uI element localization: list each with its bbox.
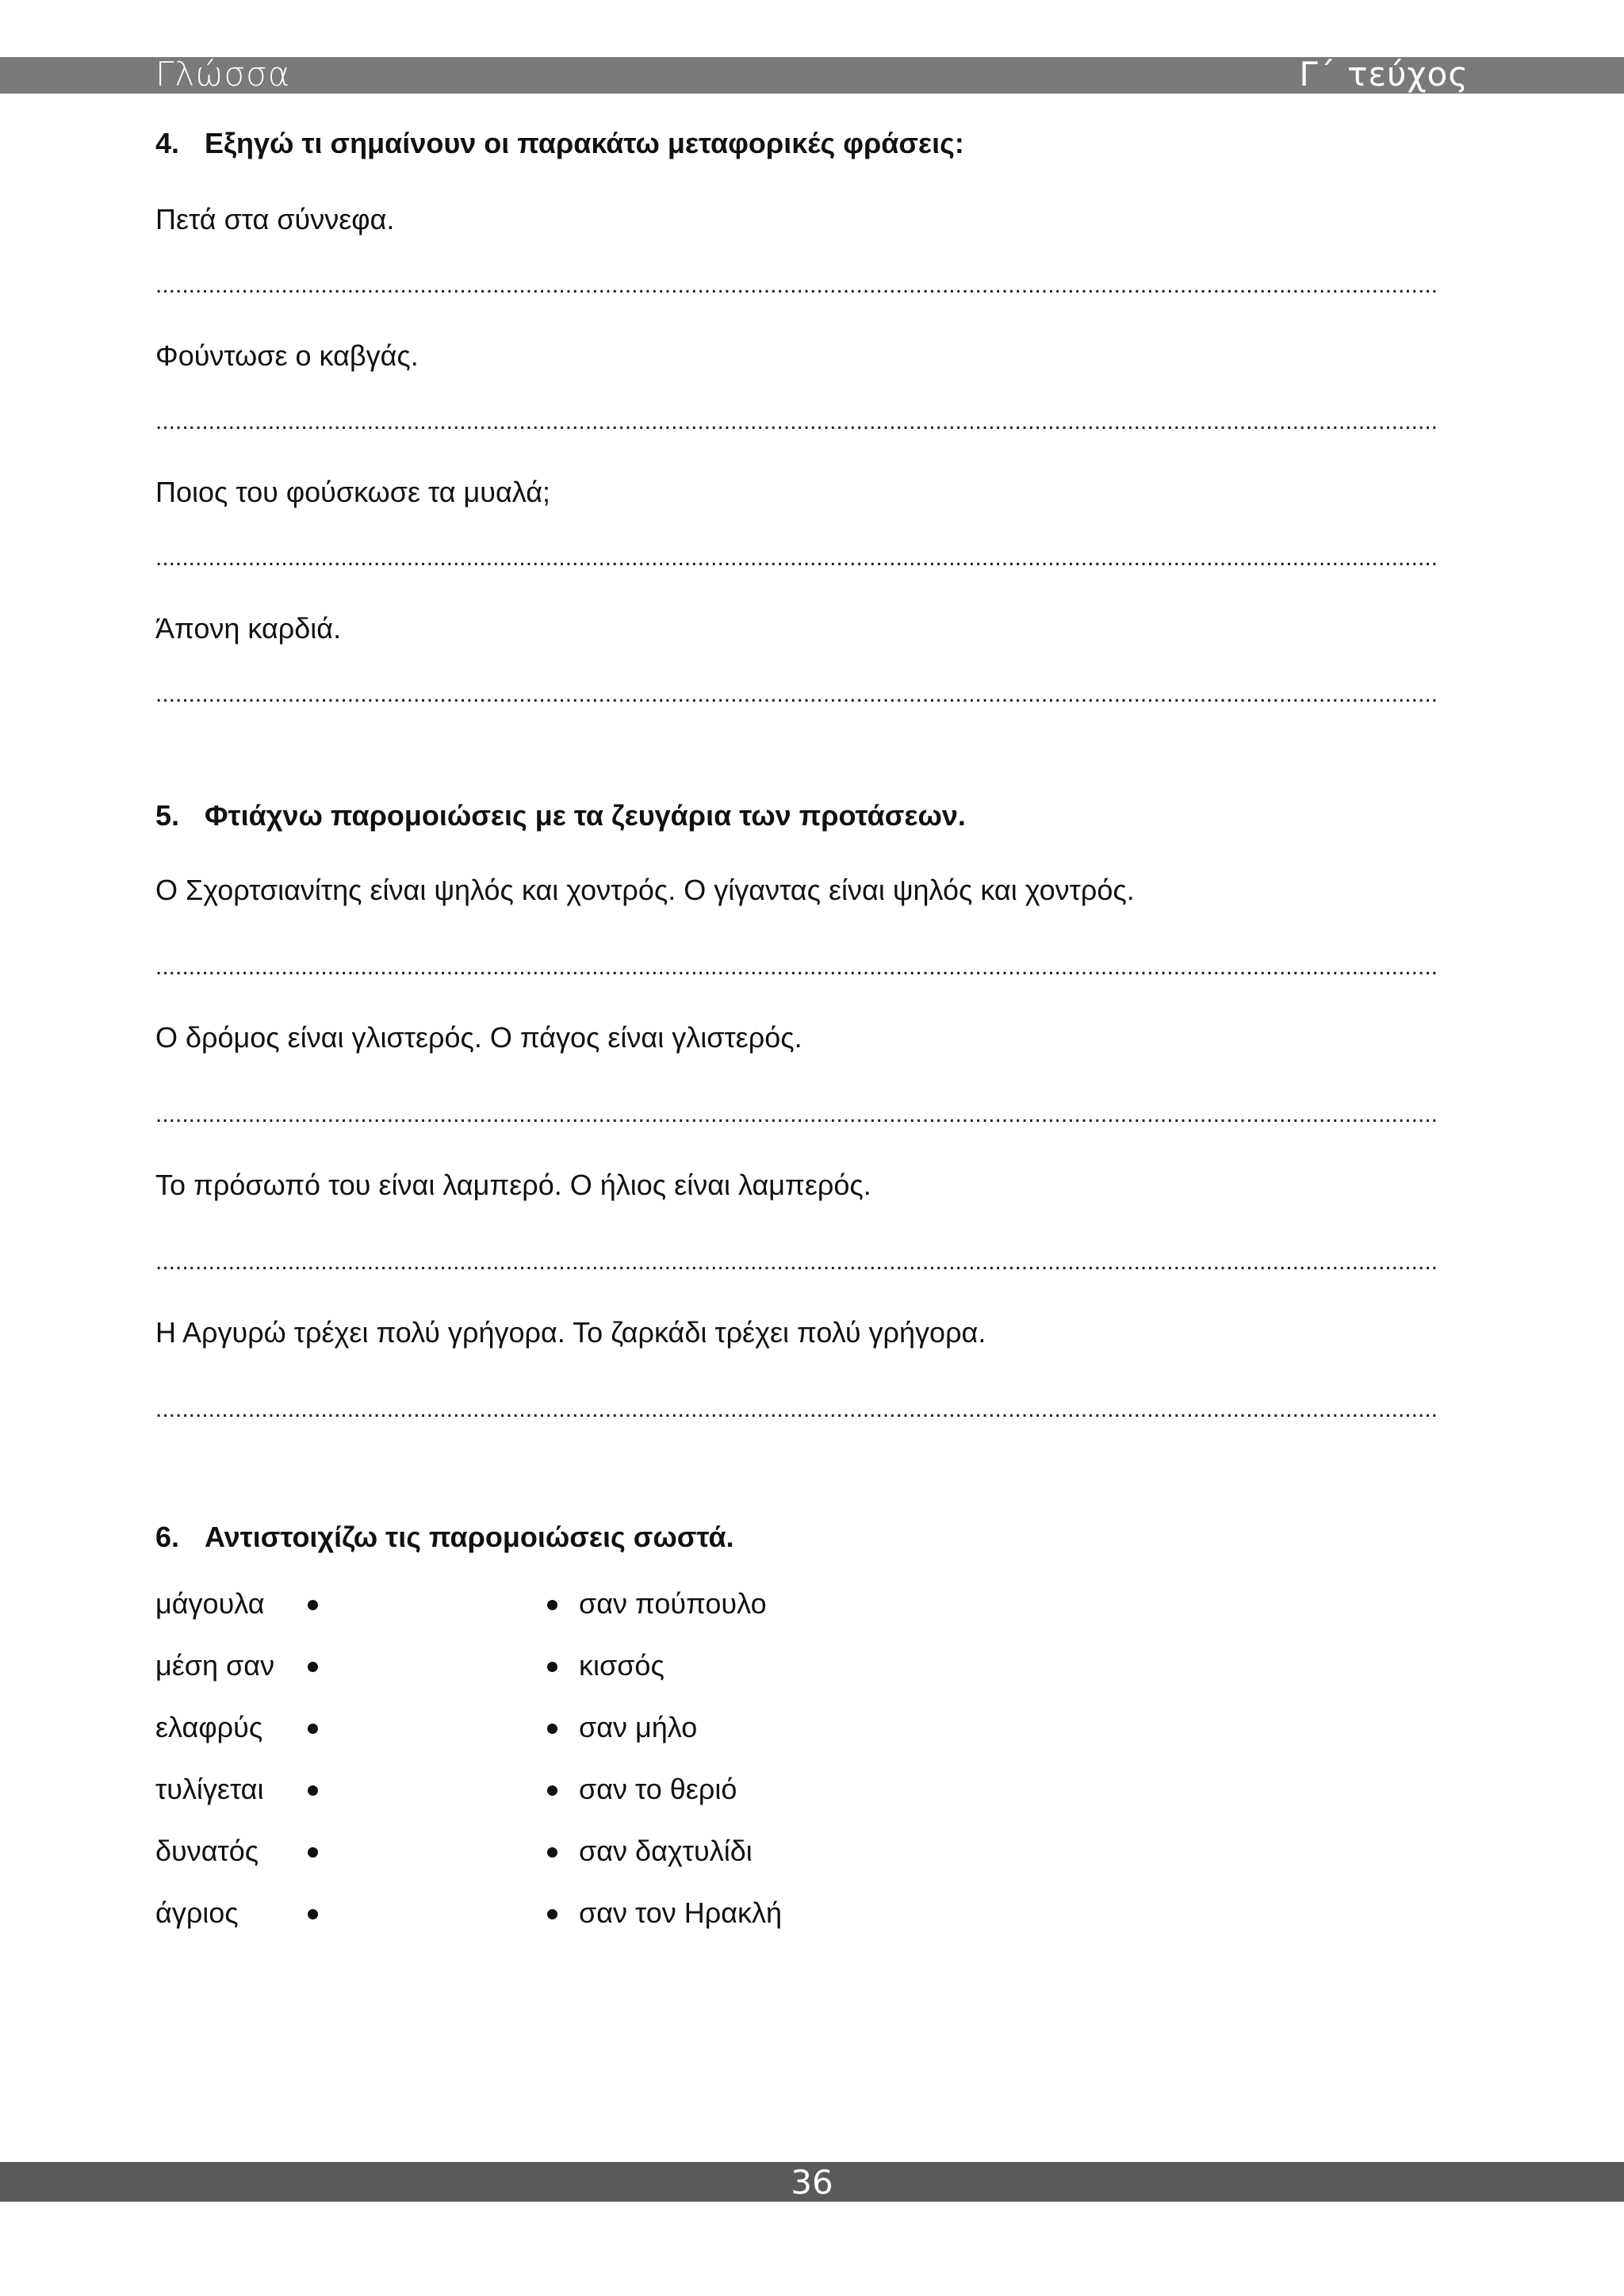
right-term: σαν το θεριό xyxy=(579,1773,737,1805)
left-term: δυνατός xyxy=(155,1835,259,1867)
right-bullet-dot[interactable] xyxy=(547,1785,557,1796)
matching-row xyxy=(155,1831,1437,1893)
right-term: σαν πούπουλο xyxy=(579,1587,767,1620)
right-bullet-dot[interactable] xyxy=(547,1909,557,1919)
matching-row xyxy=(155,1646,1437,1708)
exercise-item xyxy=(155,871,1437,983)
matching-row xyxy=(155,1770,1437,1831)
left-bullet-dot[interactable] xyxy=(308,1909,318,1919)
right-term: σαν μήλο xyxy=(579,1711,698,1743)
exercise-number: 5. xyxy=(155,799,180,832)
left-bullet-dot[interactable] xyxy=(308,1847,318,1858)
right-bullet-dot[interactable] xyxy=(547,1662,557,1672)
sentence-pair: Το πρόσωπό του είναι λαμπερό. Ο ήλιος είναι λαμπερός. xyxy=(155,1169,871,1201)
exercise-6-title xyxy=(155,1517,1437,1557)
exercise-item xyxy=(155,336,1437,438)
left-term: μέση σαν xyxy=(155,1649,275,1682)
exercise-4 xyxy=(155,124,1437,710)
answer-line[interactable] xyxy=(155,951,1437,983)
left-term: μάγουλα xyxy=(155,1587,265,1620)
answer-line[interactable] xyxy=(155,270,1437,301)
phrase-prompt: Φούντωσε ο καβγάς. xyxy=(155,339,419,372)
phrase-prompt: Άπονη καρδιά. xyxy=(155,612,342,645)
exercise-4-title xyxy=(155,124,1437,163)
exercise-instruction: Αντιστοιχίζω τις παρομοιώσεις σωστά. xyxy=(205,1521,734,1553)
left-term: ελαφρύς xyxy=(155,1711,263,1743)
answer-line[interactable] xyxy=(155,1099,1437,1131)
sentence-pair: Ο δρόμος είναι γλιστερός. Ο πάγος είναι γλιστερός. xyxy=(155,1021,802,1054)
phrase-prompt: Πετά στα σύννεφα. xyxy=(155,203,395,235)
matching-row xyxy=(155,1708,1437,1770)
right-term: σαν τον Ηρακλή xyxy=(579,1896,783,1929)
phrase-prompt: Ποιος του φούσκωσε τα μυαλά; xyxy=(155,476,551,508)
exercise-item xyxy=(155,473,1437,574)
left-bullet-dot[interactable] xyxy=(308,1724,318,1734)
left-bullet-dot[interactable] xyxy=(308,1600,318,1610)
left-bullet-dot[interactable] xyxy=(308,1662,318,1672)
answer-line[interactable] xyxy=(155,542,1437,574)
page-number: 36 xyxy=(791,2163,833,2202)
left-term: άγριος xyxy=(155,1896,239,1929)
worksheet-content xyxy=(155,119,1437,1955)
sentence-pair: Ο Σχορτσιανίτης είναι ψηλός και χοντρός. Ο γίγαντας είναι ψηλός και χοντρός. xyxy=(155,874,1135,906)
left-term: τυλίγεται xyxy=(155,1773,264,1805)
left-bullet-dot[interactable] xyxy=(308,1785,318,1796)
exercise-instruction: Εξηγώ τι σημαίνουν οι παρακάτω μεταφορικές φράσεις: xyxy=(205,127,964,159)
header-issue: Γ΄ τεύχος xyxy=(1299,55,1469,94)
right-bullet-dot[interactable] xyxy=(547,1724,557,1734)
right-bullet-dot[interactable] xyxy=(547,1847,557,1858)
answer-line[interactable] xyxy=(155,679,1437,710)
exercise-item xyxy=(155,1313,1437,1425)
exercise-item xyxy=(155,1018,1437,1131)
matching-row xyxy=(155,1893,1437,1955)
exercise-instruction: Φτιάχνω παρομοιώσεις με τα ζευγάρια των προτάσεων. xyxy=(205,799,966,832)
sentence-pair: Η Αργυρώ τρέχει πολύ γρήγορα. Το ζαρκάδι τρέχει πολύ γρήγορα. xyxy=(155,1316,986,1349)
answer-line[interactable] xyxy=(155,1246,1437,1278)
exercise-5 xyxy=(155,796,1437,1425)
exercise-item xyxy=(155,200,1437,301)
answer-line[interactable] xyxy=(155,1394,1437,1425)
answer-line[interactable] xyxy=(155,406,1437,438)
right-term: κισσός xyxy=(579,1649,665,1682)
exercise-item xyxy=(155,609,1437,710)
exercise-item xyxy=(155,1165,1437,1278)
exercise-6 xyxy=(155,1517,1437,1955)
exercise-number: 6. xyxy=(155,1521,180,1553)
matching-list xyxy=(155,1584,1437,1955)
right-term: σαν δαχτυλίδι xyxy=(579,1835,753,1867)
header-subject: Γλώσσα xyxy=(155,55,291,94)
right-bullet-dot[interactable] xyxy=(547,1600,557,1610)
exercise-number: 4. xyxy=(155,127,180,159)
exercise-5-title xyxy=(155,796,1437,836)
matching-row xyxy=(155,1584,1437,1646)
